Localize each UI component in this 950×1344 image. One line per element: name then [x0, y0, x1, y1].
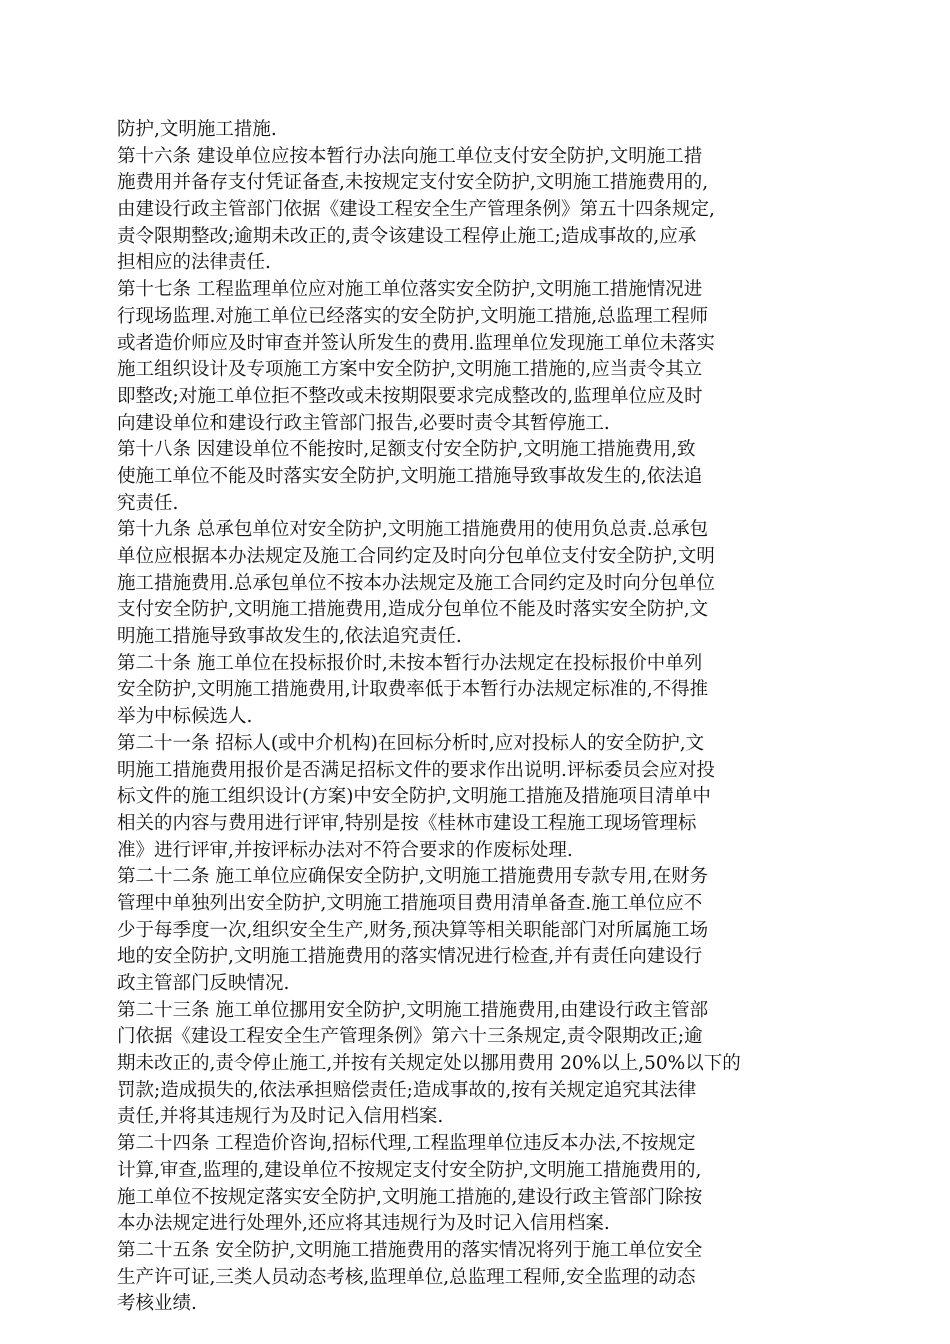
document-text-line: 第十九条 总承包单位对安全防护,文明施工措施费用的使用负总责.总承包: [117, 519, 709, 541]
document-text-line: 标文件的施工组织设计(方案)中安全防护,文明施工措施及措施项目清单中: [117, 786, 711, 808]
document-text-line: 准》进行评审,并按评标办法对不符合要求的作废标处理.: [117, 839, 573, 861]
document-text-line: 管理中单独列出安全防护,文明施工措施项目费用清单备查.施工单位应不: [117, 892, 703, 914]
document-text-line: 担相应的法律责任.: [117, 252, 271, 274]
document-body: [117, 117, 837, 1318]
document-text-line: 施工单位不按规定落实安全防护,文明施工措施的,建设行政主管部门除按: [117, 1186, 703, 1208]
document-text-line: 门依据《建设工程安全生产管理条例》第六十三条规定,责令限期改正;逾: [117, 1026, 703, 1048]
document-text-line: 第十八条 因建设单位不能按时,足额支付安全防护,文明施工措施费用,致: [117, 439, 696, 461]
document-text-line: 单位应根据本办法规定及施工合同约定及时向分包单位支付安全防护,文明: [117, 546, 715, 567]
document-text-line: 防护,文明施工措施.: [117, 119, 277, 140]
document-text-line: 第十六条 建设单位应按本暂行办法向施工单位支付安全防护,文明施工措: [117, 145, 703, 167]
document-text-line: 使施工单位不能及时落实安全防护,文明施工措施导致事故发生的,依法追: [117, 465, 703, 487]
document-text-line: 第十七条 工程监理单位应对施工单位落实安全防护,文明施工措施情况进: [117, 279, 703, 301]
document-text-line: 第二十五条 安全防护,文明施工措施费用的落实情况将列于施工单位安全: [117, 1239, 703, 1261]
document-text-line: 第二十一条 招标人(或中介机构)在回标分析时,应对投标人的安全防护,文: [117, 732, 705, 754]
document-text-line: 考核业绩.: [117, 1293, 197, 1315]
document-text-line: 地的安全防护,文明施工措施费用的落实情况进行检查,并有责任向建设行: [117, 946, 703, 968]
document-text-line: 究责任.: [117, 492, 179, 514]
document-text-line: 第二十二条 施工单位应确保安全防护,文明施工措施费用专款专用,在财务: [117, 866, 709, 888]
document-text-line: 明施工措施费用报价是否满足招标文件的要求作出说明.评标委员会应对投: [117, 759, 715, 781]
document-text-line: 计算,审查,监理的,建设单位不按规定支付安全防护,文明施工措施费用的,: [117, 1159, 702, 1181]
document-text-line: 即整改;对施工单位拒不整改或未按期限要求完成整改的,监理单位应及时: [117, 385, 703, 407]
document-text-line: 行现场监理.对施工单位已经落实的安全防护,文明施工措施,总监理工程师: [117, 305, 709, 327]
document-text-line: 施工措施费用.总承包单位不按本办法规定及施工合同约定及时向分包单位: [117, 572, 715, 594]
document-text-line: 第二十四条 工程造价咨询,招标代理,工程监理单位违反本办法,不按规定: [117, 1133, 696, 1155]
document-text-line: 责令限期整改;逾期未改正的,责令该建设工程停止施工;造成事故的,应承: [117, 225, 697, 247]
document-text-line: 责任,并将其违规行为及时记入信用档案.: [117, 1106, 444, 1128]
document-text-line: 相关的内容与费用进行评审,特别是按《桂林市建设工程施工现场管理标: [117, 812, 697, 834]
document-text-line: 由建设行政主管部门依据《建设工程安全生产管理条例》第五十四条规定,: [117, 199, 715, 221]
document-text-line: 第二十三条 施工单位挪用安全防护,文明施工措施费用,由建设行政主管部: [117, 999, 709, 1021]
document-text-line: 政主管部门反映情况.: [117, 973, 290, 994]
document-text-line: 明施工措施导致事故发生的,依法追究责任.: [117, 626, 462, 648]
document-text-line: 支付安全防护,文明施工措施费用,造成分包单位不能及时落实安全防护,文: [117, 599, 709, 621]
document-text-line: 施工组织设计及专项施工方案中安全防护,文明施工措施的,应当责令其立: [117, 359, 703, 381]
document-text-line: 施费用并备存支付凭证备查,未按规定支付安全防护,文明施工措施费用的,: [117, 172, 709, 194]
document-text-line: 本办法规定进行处理外,还应将其违规行为及时记入信用档案.: [117, 1213, 610, 1235]
document-text-line: 安全防护,文明施工措施费用,计取费率低于本暂行办法规定标准的,不得推: [117, 679, 709, 701]
document-text-line: 少于每季度一次,组织安全生产,财务,预决算等相关职能部门对所属施工场: [117, 919, 709, 941]
document-text-line: 期未改正的,责令停止施工,并按有关规定处以挪用费用 20%以上,50%以下的: [117, 1053, 741, 1075]
document-text-line: 第二十条 施工单位在投标报价时,未按本暂行办法规定在投标报价中单列: [117, 652, 703, 674]
document-text-line: 向建设单位和建设行政主管部门报告,必要时责令其暂停施工.: [117, 412, 610, 434]
document-text-line: 生产许可证,三类人员动态考核,监理单位,总监理工程师,安全监理的动态: [117, 1266, 696, 1288]
document-text-line: 举为中标候选人.: [117, 706, 253, 728]
document-text-line: 罚款;造成损失的,依法承担赔偿责任;造成事故的,按有关规定追究其法律: [117, 1079, 697, 1101]
document-text-line: 或者造价师应及时审查并签认所发生的费用.监理单位发现施工单位未落实: [117, 332, 715, 354]
